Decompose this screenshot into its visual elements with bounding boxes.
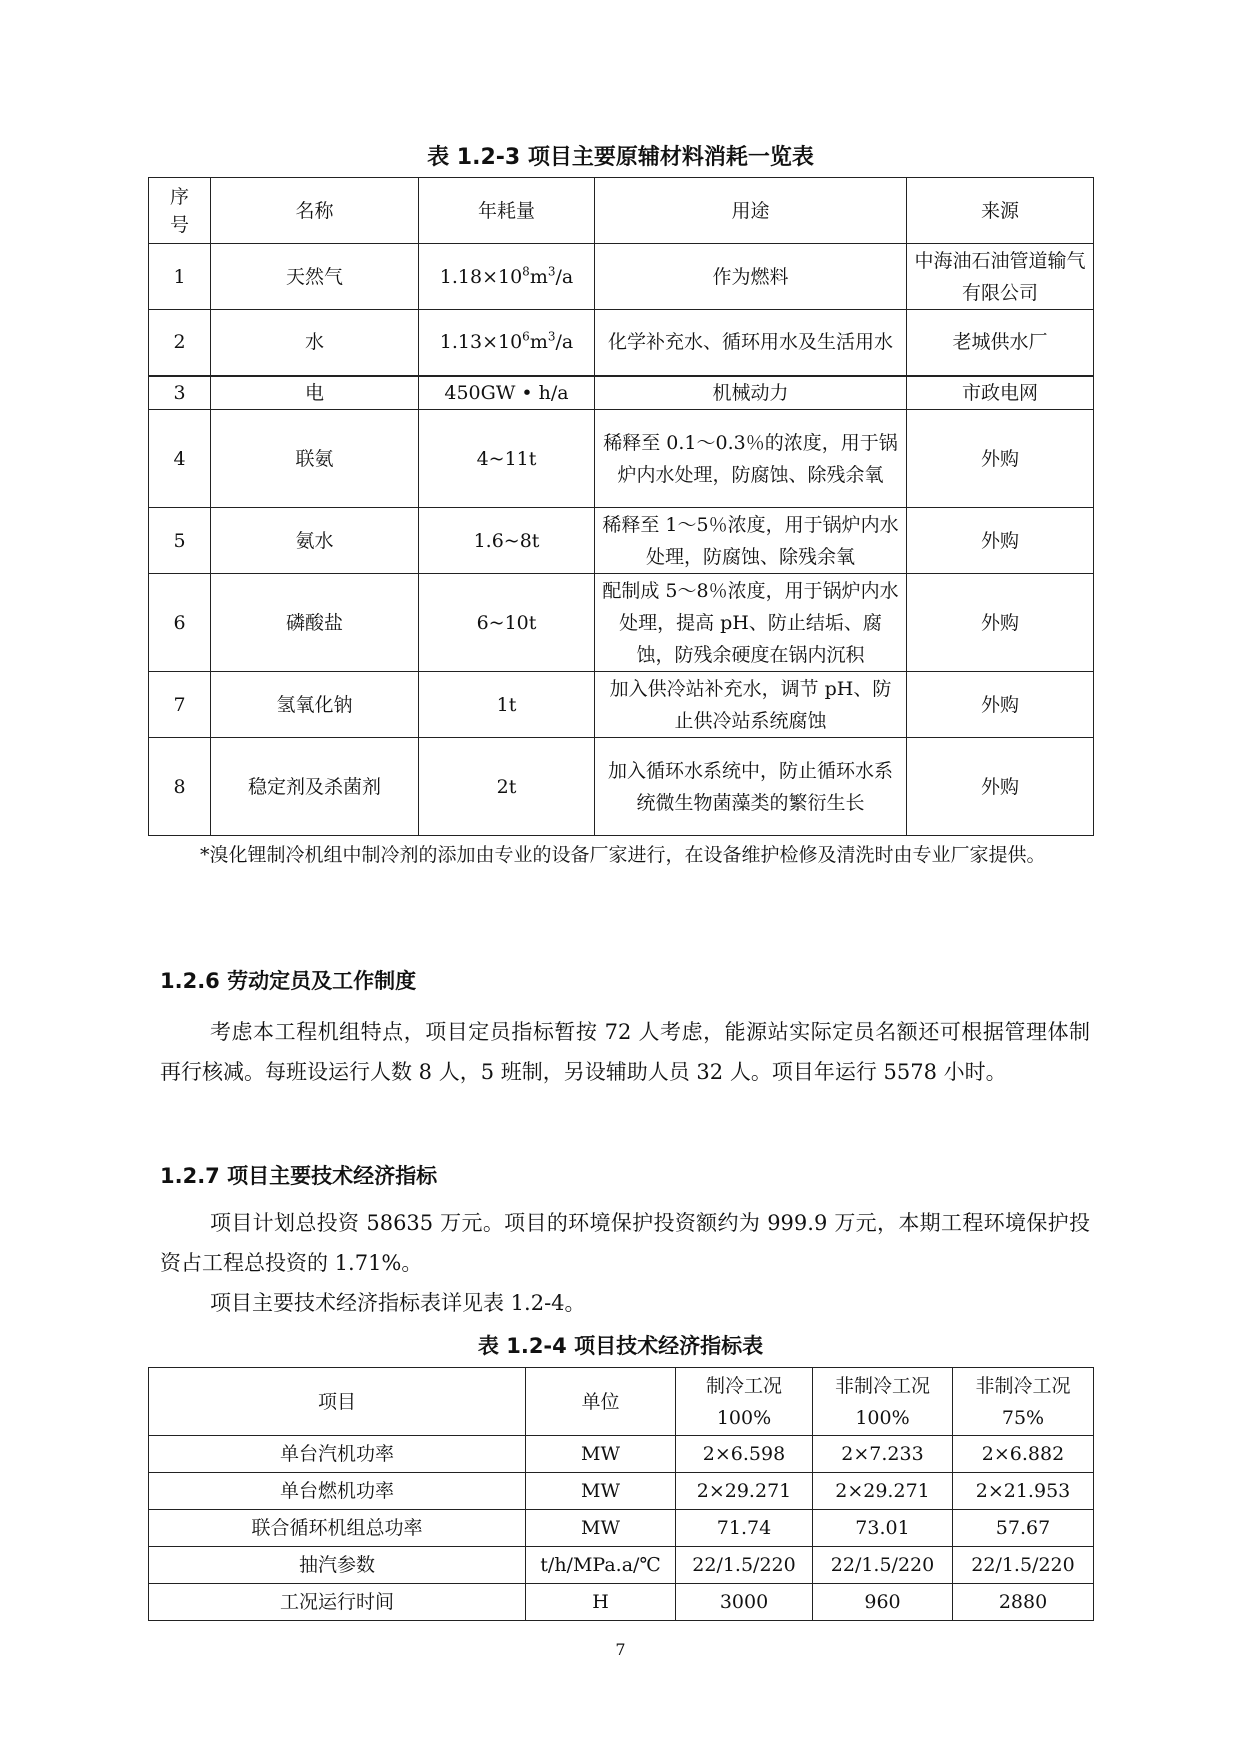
row-source: 外购: [907, 410, 1094, 508]
row-item: 单台燃机功率: [149, 1473, 526, 1510]
table-row: [149, 1510, 1094, 1547]
section-126-paragraph: 考虑本工程机组特点，项目定员指标暂按 72 人考虑，能源站实际定员名额还可根据管理体制再行核减。每班设运行人数 8 人，5 班制，另设辅助人员 32 人。项目年运行 5578 小时。: [160, 1020, 1090, 1084]
row-name: 稳定剂及杀菌剂: [211, 738, 419, 836]
row-unit: t/h/MPa.a/℃: [526, 1547, 676, 1584]
amount-base: 1.13×10: [439, 331, 523, 354]
header-item: 项目: [149, 1368, 526, 1436]
header-line: 制冷工况: [705, 1374, 782, 1397]
amount-tail: /a: [555, 265, 574, 288]
row-value: 2×29.271: [813, 1473, 953, 1510]
row-no: 8: [149, 738, 211, 836]
row-name: 水: [211, 310, 419, 376]
amount-tail: /a: [555, 331, 574, 354]
table-row: [149, 244, 1094, 310]
page-number: 7: [615, 1640, 626, 1659]
row-unit: MW: [526, 1436, 676, 1473]
header-line: 非制冷工况: [834, 1374, 930, 1397]
tech-economic-table: [148, 1367, 1094, 1621]
row-amount: 450GW • h/a: [419, 376, 595, 410]
row-value: 22/1.5/220: [813, 1547, 953, 1584]
row-item: 联合循环机组总功率: [149, 1510, 526, 1547]
row-no: 5: [149, 508, 211, 574]
row-use: 机械动力: [595, 376, 907, 410]
amount-unit: m: [529, 331, 548, 354]
row-unit: MW: [526, 1473, 676, 1510]
row-no: 2: [149, 310, 211, 376]
section-127-paragraph-1: 项目计划总投资 58635 万元。项目的环境保护投资额约为 999.9 万元，本期工程环境保护投资占工程总投资的 1.71%。: [160, 1211, 1090, 1275]
row-no: 1: [149, 244, 211, 310]
row-source: 老城供水厂: [907, 310, 1094, 376]
header-noncooling-100: [813, 1368, 953, 1436]
row-value: 22/1.5/220: [953, 1547, 1094, 1584]
amount-unit-exp: 3: [547, 329, 556, 344]
table-header-row: [149, 178, 1094, 244]
row-value: 2880: [953, 1584, 1094, 1621]
header-line: 100%: [716, 1406, 772, 1429]
table2-title: 表 1.2-4 项目技术经济指标表: [477, 1334, 764, 1358]
amount-base: 1.18×10: [439, 265, 523, 288]
row-use: 加入供冷站补充水，调节 pH、防止供冷站系统腐蚀: [595, 672, 907, 738]
table-row: [149, 574, 1094, 672]
table-row: [149, 672, 1094, 738]
row-amount: 4~11t: [419, 410, 595, 508]
row-use: 加入循环水系统中，防止循环水系统微生物菌藻类的繁衍生长: [595, 738, 907, 836]
row-name: 天然气: [211, 244, 419, 310]
row-value: 73.01: [813, 1510, 953, 1547]
table1-note: *溴化锂制冷机组中制冷剂的添加由专业的设备厂家进行，在设备维护检修及清洗时由专业厂家提供。: [200, 844, 1046, 866]
row-value: 3000: [676, 1584, 813, 1621]
table1-title: 表 1.2-3 项目主要原辅材料消耗一览表: [427, 145, 814, 170]
table-row: [149, 1547, 1094, 1584]
table-row: [149, 1584, 1094, 1621]
row-source: 中海油石油管道输气有限公司: [907, 244, 1094, 310]
table-row: [149, 376, 1094, 410]
header-amount: 年耗量: [419, 178, 595, 244]
row-use: 配制成 5～8％浓度，用于锅炉内水处理，提高 pH、防止结垢、腐蚀，防残余硬度在锅内沉积: [595, 574, 907, 672]
header-line: 非制冷工况: [975, 1374, 1071, 1397]
header-unit: 单位: [526, 1368, 676, 1436]
row-amount: [419, 310, 595, 376]
row-name: 磷酸盐: [211, 574, 419, 672]
row-no: 6: [149, 574, 211, 672]
amount-exp: 6: [522, 329, 530, 344]
row-source: 外购: [907, 574, 1094, 672]
row-use: 稀释至 0.1～0.3％的浓度，用于锅炉内水处理，防腐蚀、除残余氧: [595, 410, 907, 508]
row-use: 稀释至 1～5％浓度，用于锅炉内水处理，防腐蚀、除残余氧: [595, 508, 907, 574]
table-row: [149, 1473, 1094, 1510]
table-header-row: [149, 1368, 1094, 1436]
row-unit: MW: [526, 1510, 676, 1547]
row-name: 联氨: [211, 410, 419, 508]
header-line: 100%: [855, 1406, 910, 1429]
materials-table: [148, 177, 1094, 836]
table-row: [149, 738, 1094, 836]
header-no: 序号: [149, 178, 211, 244]
amount-unit-exp: 3: [547, 264, 556, 279]
row-amount: 1t: [419, 672, 595, 738]
section-127-heading: 1.2.7 项目主要技术经济指标: [160, 1164, 438, 1188]
row-item: 单台汽机功率: [149, 1436, 526, 1473]
row-name: 氨水: [211, 508, 419, 574]
row-value: 2×29.271: [676, 1473, 813, 1510]
header-noncooling-75: [953, 1368, 1094, 1436]
row-amount: [419, 244, 595, 310]
row-no: 3: [149, 376, 211, 410]
row-value: 71.74: [676, 1510, 813, 1547]
row-item: 工况运行时间: [149, 1584, 526, 1621]
row-source: 市政电网: [907, 376, 1094, 410]
row-value: 2×6.598: [676, 1436, 813, 1473]
header-name: 名称: [211, 178, 419, 244]
row-value: 22/1.5/220: [676, 1547, 813, 1584]
header-source: 来源: [907, 178, 1094, 244]
row-source: 外购: [907, 738, 1094, 836]
row-value: 2×21.953: [953, 1473, 1094, 1510]
row-amount: 6~10t: [419, 574, 595, 672]
row-use: 作为燃料: [595, 244, 907, 310]
row-value: 57.67: [953, 1510, 1094, 1547]
row-value: 2×6.882: [953, 1436, 1094, 1473]
row-value: 2×7.233: [813, 1436, 953, 1473]
section-126-heading: 1.2.6 劳动定员及工作制度: [160, 969, 417, 993]
row-amount: 1.6~8t: [419, 508, 595, 574]
header-use: 用途: [595, 178, 907, 244]
table-row: [149, 508, 1094, 574]
row-no: 4: [149, 410, 211, 508]
row-unit: H: [526, 1584, 676, 1621]
table-row: [149, 310, 1094, 376]
amount-unit: m: [529, 265, 548, 288]
row-use: 化学补充水、循环用水及生活用水: [595, 310, 907, 376]
row-source: 外购: [907, 508, 1094, 574]
row-no: 7: [149, 672, 211, 738]
row-name: 氢氧化钠: [211, 672, 419, 738]
table-row: [149, 410, 1094, 508]
table-row: [149, 1436, 1094, 1473]
row-item: 抽汽参数: [149, 1547, 526, 1584]
row-amount: 2t: [419, 738, 595, 836]
header-line: 75%: [1001, 1406, 1045, 1429]
section-127-paragraph-2: 项目主要技术经济指标表详见表 1.2-4。: [210, 1291, 586, 1315]
header-cooling-100: [676, 1368, 813, 1436]
row-source: 外购: [907, 672, 1094, 738]
row-name: 电: [211, 376, 419, 410]
row-value: 960: [813, 1584, 953, 1621]
amount-exp: 8: [522, 264, 530, 279]
